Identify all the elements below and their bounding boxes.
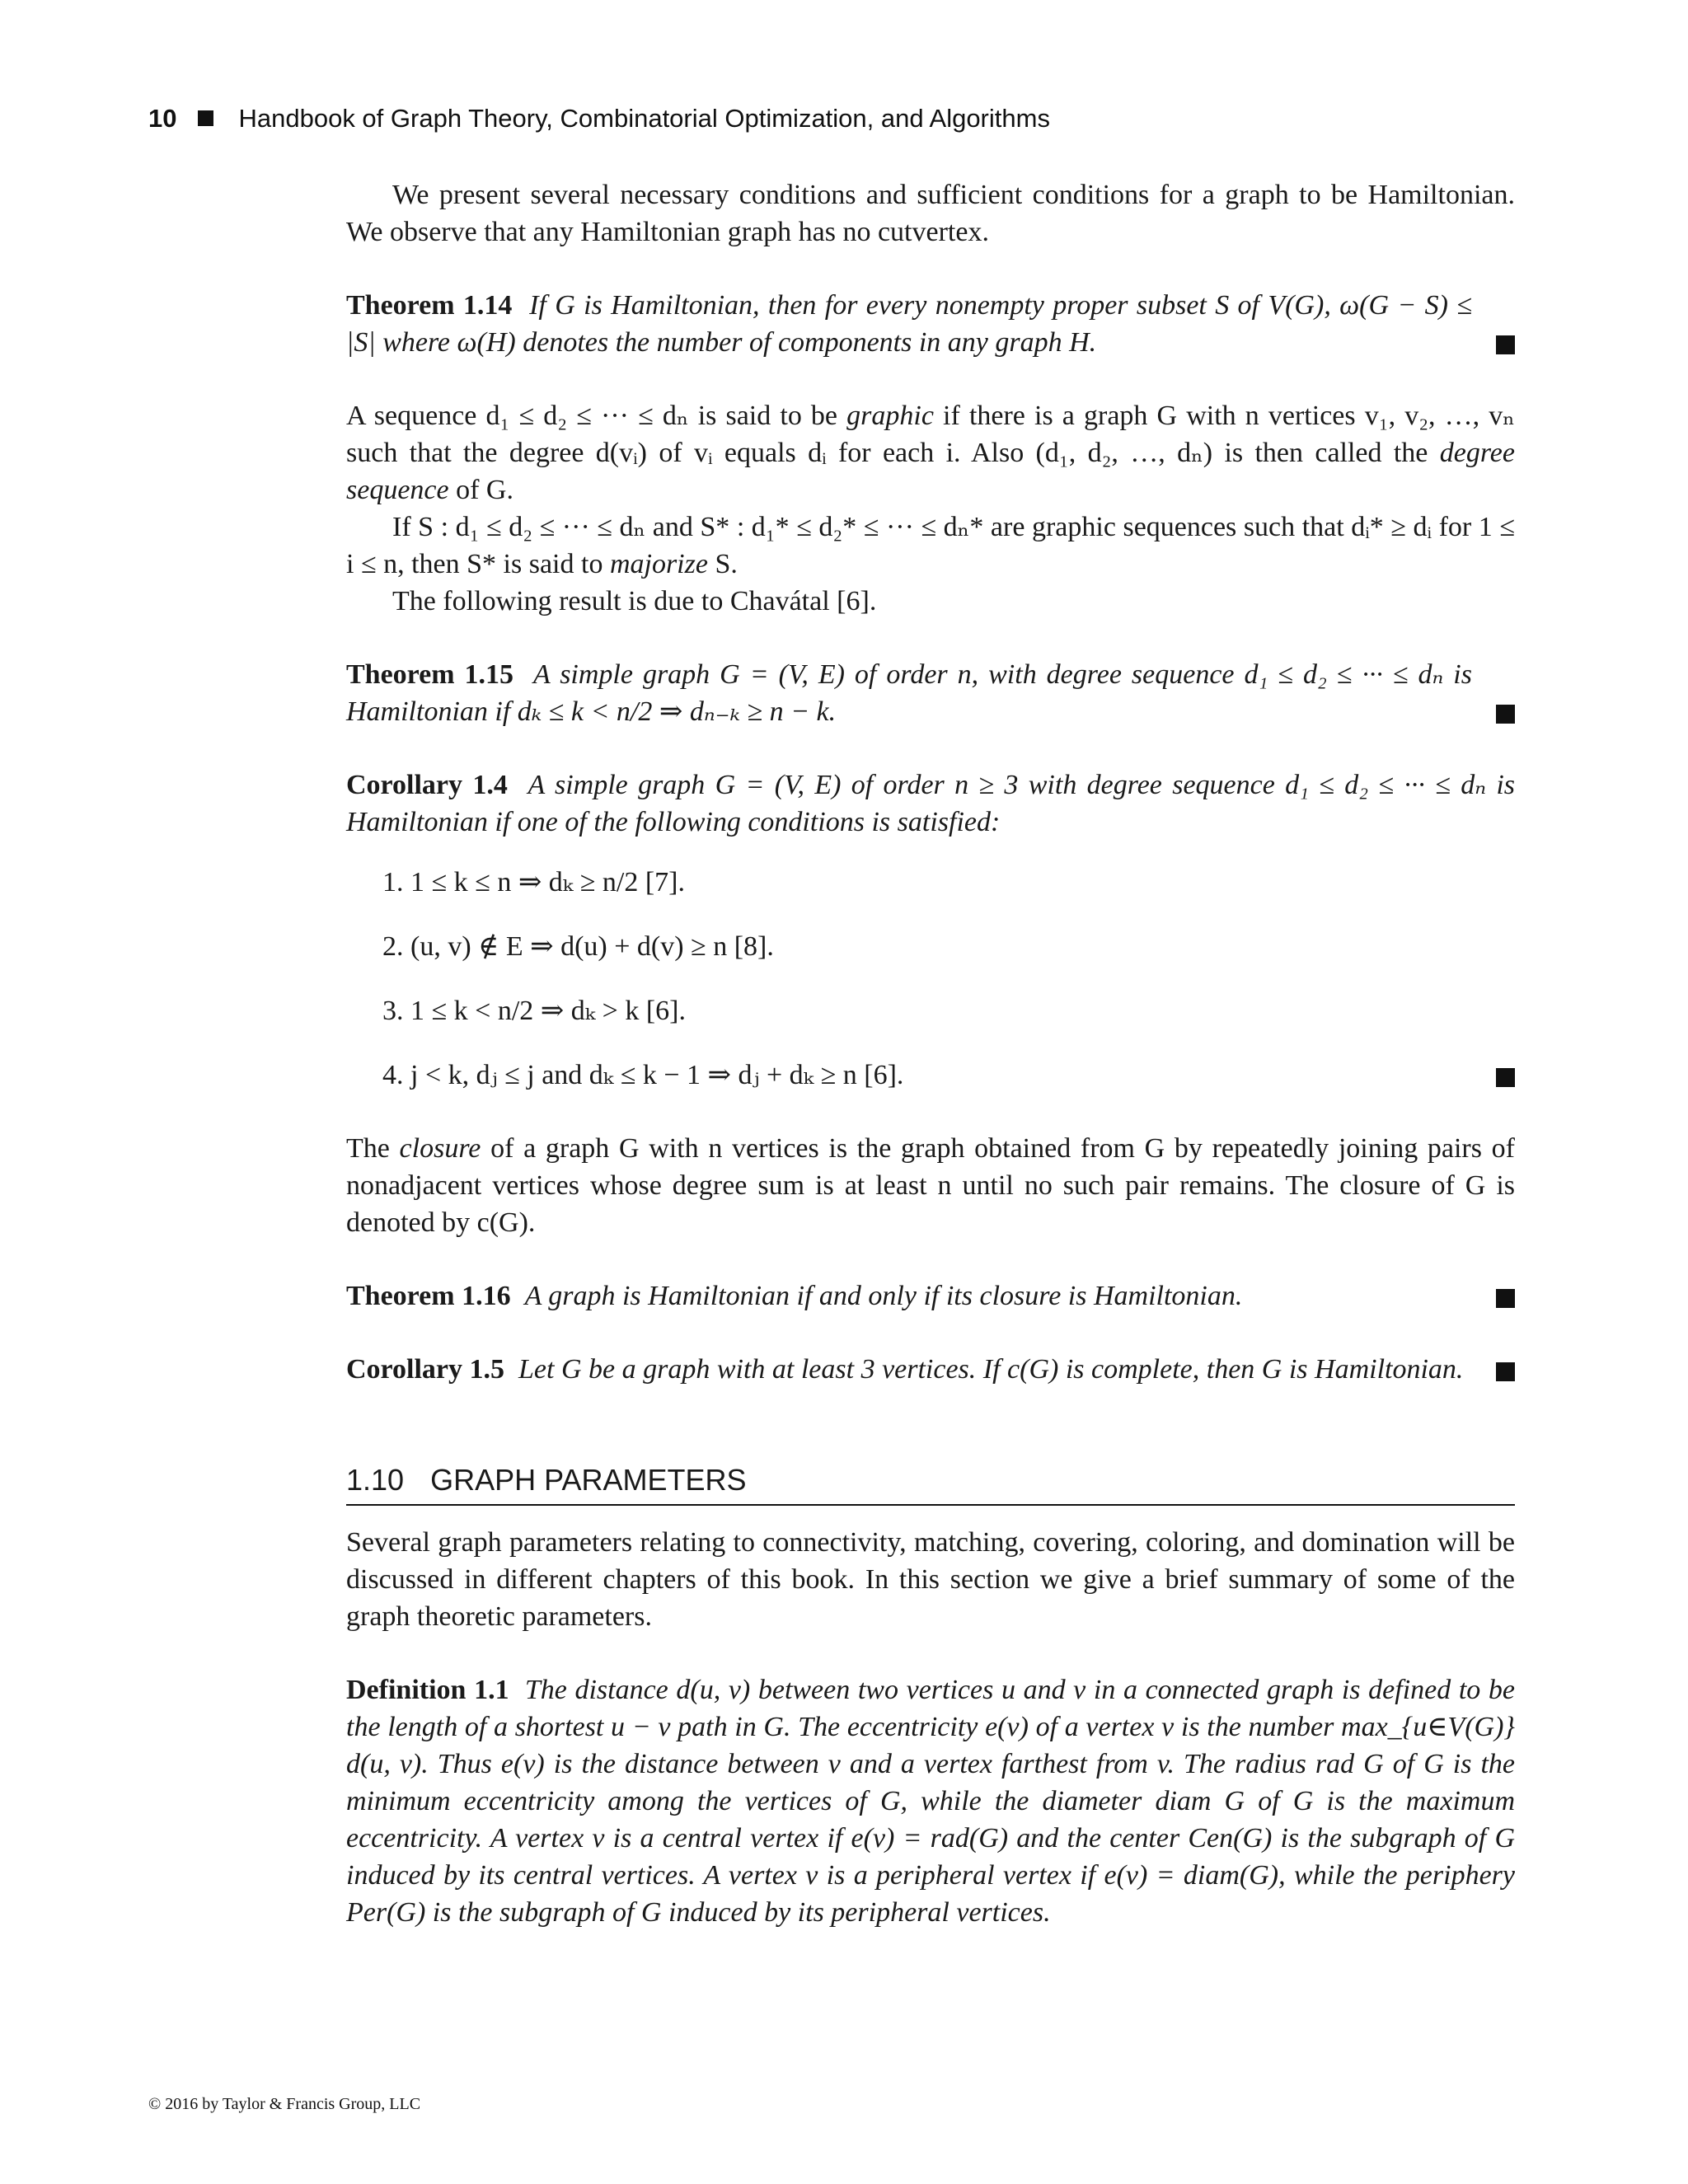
qed-square-icon — [1496, 1289, 1515, 1308]
qed-square-icon — [1496, 1362, 1515, 1381]
copyright-footer: © 2016 by Taylor & Francis Group, LLC — [148, 2095, 421, 2113]
theorem-1-14 — [346, 287, 1515, 361]
definition-1-1 — [346, 1671, 1515, 1931]
closure-paragraph — [346, 1130, 1515, 1241]
paragraph-text: of a graph G with n vertices is the graph obtained from G by repeatedly joining pairs of nonadjacent vertices whose degree sum is at least n until no such pair remains. The closure of G is denoted by c(G). — [346, 1133, 1515, 1238]
list-item: 2. (u, v) ∉ E ⇒ d(u) + d(v) ≥ n [8]. — [382, 931, 774, 962]
qed-square-icon — [1496, 705, 1515, 724]
term-graphic: graphic — [846, 401, 934, 431]
theorem-statement: If G is Hamiltonian, then for every nonempty proper subset S of V(G), ω(G − S) ≤ |S| where ω(H) denotes the number of components in any graph H. — [346, 290, 1472, 358]
graphic-paragraph — [346, 397, 1515, 509]
corollary-label: Corollary 1.5 — [346, 1354, 505, 1385]
corollary-label: Corollary 1.4 — [346, 770, 508, 800]
corollary-1-4 — [346, 766, 1515, 841]
list-item — [382, 1057, 1515, 1094]
theorem-statement: A graph is Hamiltonian if and only if its closure is Hamiltonian. — [524, 1281, 1243, 1311]
definition-label: Definition 1.1 — [346, 1675, 509, 1705]
header-square-icon — [198, 110, 213, 126]
theorem-label: Theorem 1.14 — [346, 290, 513, 321]
corollary-statement: Let G be a graph with at least 3 vertices. If c(G) is complete, then G is Hamiltonian. — [518, 1354, 1464, 1385]
chvatal-line: The following result is due to Chavátal [6]. — [392, 586, 877, 616]
definition-statement: The distance d(u, v) between two vertices u and v in a connected graph is defined to be the length of a shortest u − v path in G. The eccentricity e(v) of a vertex v is the number max_{u∈V(G)} d(u, v). Thus e(v) is the distance between v and a vertex farthest from v. The radius rad G of G is the minimum eccentricity among the vertices of G, while the diameter diam G of G is the maximum eccentricity. A vertex v is a central vertex if e(v) = rad(G) and the center Cen(G) is the subgraph of G induced by its central vertices. A vertex v is a peripheral vertex if e(v) = diam(G), while the periphery Per(G) is the subgraph of G induced by its peripheral vertices. — [346, 1675, 1516, 1928]
paragraph-text: of G. — [448, 475, 513, 505]
list-item: 1. 1 ≤ k ≤ n ⇒ dₖ ≥ n/2 [7]. — [382, 867, 685, 898]
majorize-paragraph — [346, 509, 1515, 583]
list-item: 3. 1 ≤ k < n/2 ⇒ dₖ > k [6]. — [382, 996, 686, 1026]
intro-paragraph: We present several necessary conditions and sufficient conditions for a graph to be Hamiltonian. We observe that any Hamiltonian graph has no cutvertex. — [346, 180, 1515, 247]
book-title: Handbook of Graph Theory, Combinatorial Optimization, and Algorithms — [238, 104, 1050, 133]
term-majorize: majorize — [609, 549, 708, 579]
section-number: 1.10 — [346, 1463, 405, 1497]
page-number: 10 — [148, 104, 177, 133]
theorem-statement: A simple graph G = (V, E) of order n, with degree sequence d₁ ≤ d₂ ≤ ··· ≤ dₙ is Hamiltonian if dₖ ≤ k < n/2 ⇒ dₙ₋ₖ ≥ n − k. — [346, 659, 1472, 727]
section-intro: Several graph parameters relating to connectivity, matching, covering, coloring, and domination will be discussed in different chapters of this book. In this section we give a brief summary of some of the graph theoretic parameters. — [346, 1527, 1515, 1632]
paragraph-text: S. — [707, 549, 738, 579]
theorem-1-15 — [346, 656, 1515, 730]
qed-square-icon — [1496, 1068, 1515, 1087]
condition-list — [346, 864, 1515, 1094]
theorem-label: Theorem 1.16 — [346, 1281, 511, 1311]
paragraph-text: The — [346, 1133, 400, 1164]
corollary-statement: A simple graph G = (V, E) of order n ≥ 3 with degree sequence d₁ ≤ d₂ ≤ ··· ≤ dₙ is Hamiltonian if one of the following conditions is satisfied: — [346, 770, 1515, 837]
section-heading — [346, 1460, 1515, 1506]
theorem-label: Theorem 1.15 — [346, 659, 514, 690]
theorem-1-16 — [346, 1277, 1515, 1315]
term-closure: closure — [399, 1133, 481, 1164]
corollary-1-5 — [346, 1351, 1515, 1388]
term-degree-sequence: degree sequence — [346, 438, 1515, 505]
running-header — [148, 104, 1050, 134]
section-title: GRAPH PARAMETERS — [430, 1463, 747, 1497]
qed-square-icon — [1496, 335, 1515, 354]
page-body — [346, 176, 1515, 1931]
condition-text: 4. j < k, dⱼ ≤ j and dₖ ≤ k − 1 ⇒ dⱼ + dₖ ≥ n [6]. — [382, 1060, 904, 1090]
paragraph-text: if there is a graph G with n vertices v₁, v₂, …, vₙ such that the degree d(vᵢ) of vᵢ equals dᵢ for each i. Also (d₁, d₂, …, dₙ) is then called the — [346, 401, 1515, 468]
paragraph-text: If S : d₁ ≤ d₂ ≤ ··· ≤ dₙ and S* : d₁* ≤ d₂* ≤ ··· ≤ dₙ* are graphic sequences such that dᵢ* ≥ dᵢ for 1 ≤ i ≤ n, then S* is said to — [346, 512, 1515, 579]
paragraph-text: A sequence d₁ ≤ d₂ ≤ ··· ≤ dₙ is said to be — [346, 401, 847, 431]
